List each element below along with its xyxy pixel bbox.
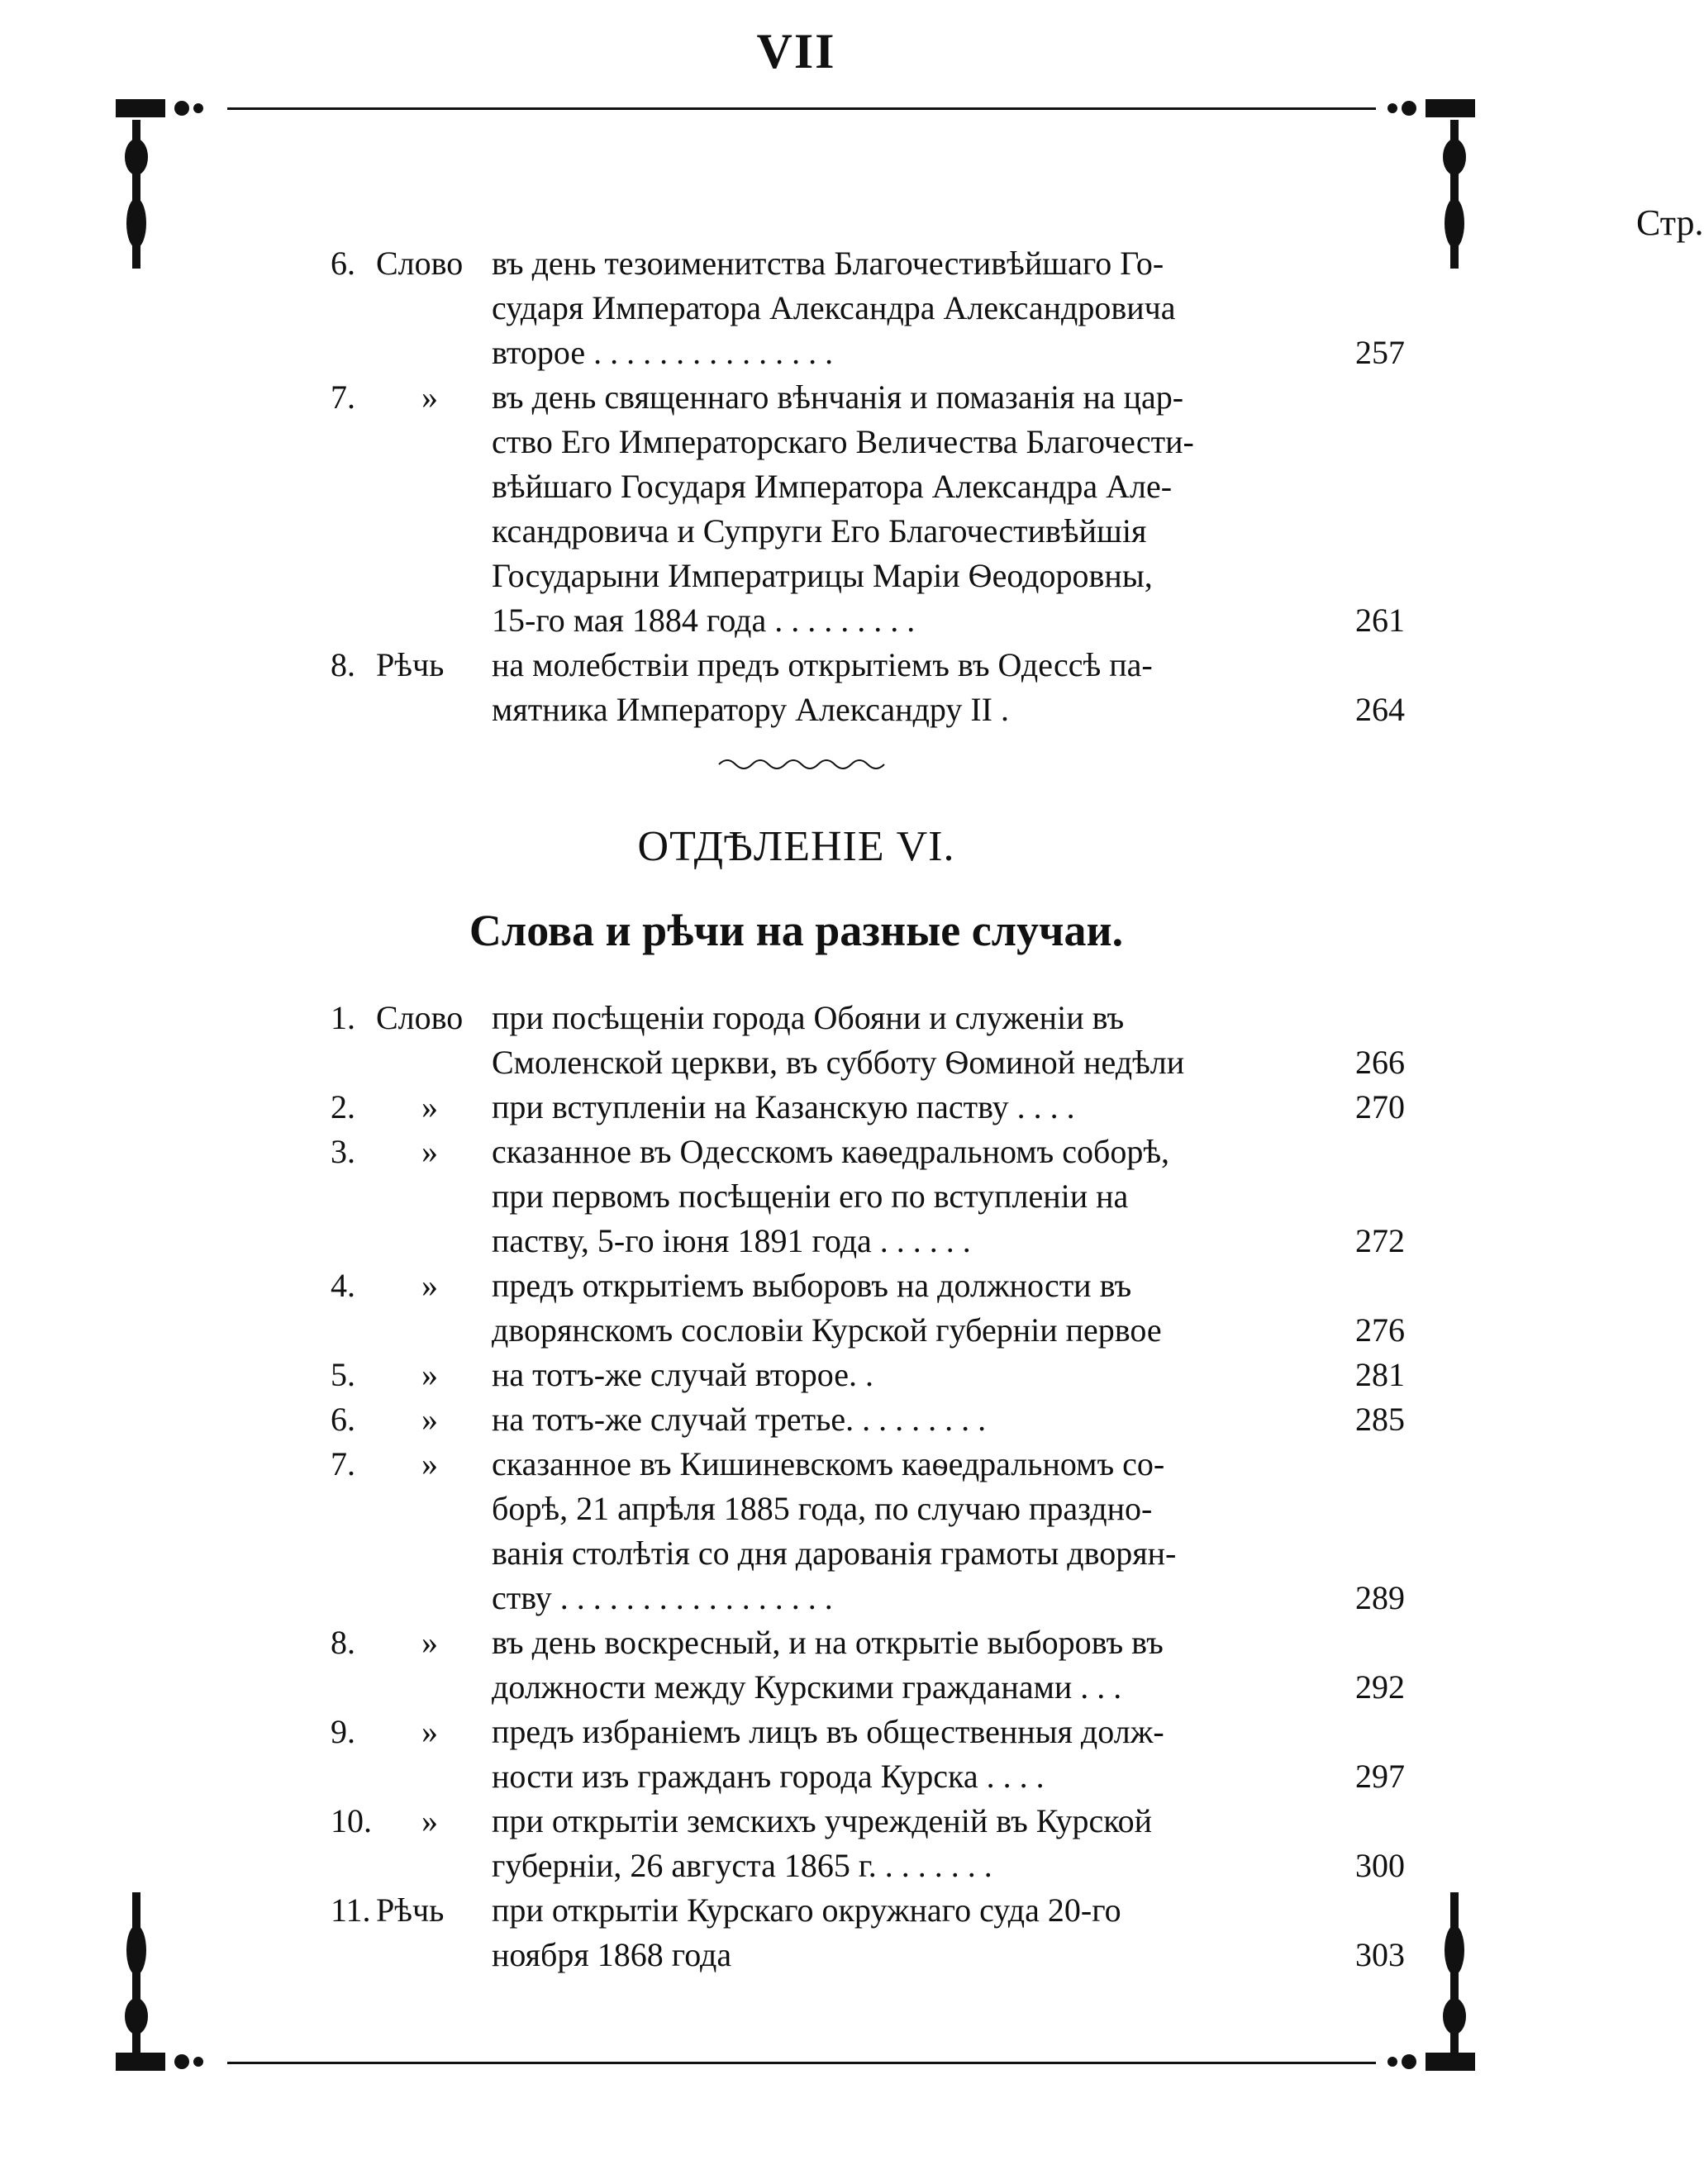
entry-title-line: паству, 5-го іюня 1891 года . . . . . . xyxy=(492,1222,971,1259)
entry-title-line: при открытіи земскихъ учрежденій въ Курской xyxy=(492,1802,1153,1839)
entry-title xyxy=(492,1710,1302,1799)
ornament-corner-bottom-left-icon xyxy=(116,1876,215,2091)
ditto-mark: » xyxy=(421,378,438,416)
section-title: ОТДѢЛЕНІЕ VI. xyxy=(637,823,955,870)
entry-page-number: 264 xyxy=(1355,691,1405,728)
entry-title-line: должности между Курскими гражданами . . . xyxy=(492,1668,1122,1706)
ditto-mark: » xyxy=(421,1624,438,1661)
entry-title-line: ству . . . . . . . . . . . . . . . . . xyxy=(492,1579,833,1616)
entry-title-line: мятника Императору Александру II . xyxy=(492,691,1009,728)
entry-page-number: 303 xyxy=(1355,1936,1405,1973)
entry-title-line: при вступленіи на Казанскую паству . . . . xyxy=(492,1088,1075,1125)
entry-title xyxy=(492,1130,1302,1263)
wavy-divider-icon xyxy=(719,756,884,773)
entry-title-line: Смоленской церкви, въ субботу Ѳоминой недѣли xyxy=(492,1044,1185,1081)
entry-number: 4. xyxy=(331,1267,355,1304)
entry-title-line: въ день священнаго вѣнчанія и помазанія на цар- xyxy=(492,378,1184,416)
ditto-mark: » xyxy=(421,1401,438,1438)
entry-title xyxy=(492,1888,1302,1977)
entry-number: 5. xyxy=(331,1356,355,1393)
entry-page-number: 266 xyxy=(1355,1044,1405,1081)
entry-title xyxy=(492,1620,1302,1710)
entry-title-line: ности изъ гражданъ города Курска . . . . xyxy=(492,1758,1045,1795)
entry-page-number: 285 xyxy=(1355,1401,1405,1438)
entry-number: 8. xyxy=(331,646,355,683)
entry-number: 11. xyxy=(331,1891,371,1929)
entry-title xyxy=(492,996,1302,1085)
entry-title xyxy=(492,1442,1302,1620)
entry-title-line: на молебствіи предъ открытіемъ въ Одессѣ па- xyxy=(492,646,1153,683)
entry-page-number: 270 xyxy=(1355,1088,1405,1125)
entry-page-number: 300 xyxy=(1355,1847,1405,1884)
entry-number: 6. xyxy=(331,1401,355,1438)
entry-lead-word: Рѣчь xyxy=(376,646,445,683)
entry-title-line: на тотъ-же случай третье. . . . . . . . . xyxy=(492,1401,987,1438)
entry-title-line: при посѣщеніи города Обояни и служеніи въ xyxy=(492,999,1125,1036)
entry-title xyxy=(492,1353,1302,1397)
entry-number: 7. xyxy=(331,378,355,416)
entry-title-line: предъ открытіемъ выборовъ на должности въ xyxy=(492,1267,1132,1304)
entry-number: 2. xyxy=(331,1088,355,1125)
page-number: VII xyxy=(756,24,836,79)
entry-title xyxy=(492,375,1302,643)
entry-lead-word: Слово xyxy=(376,999,464,1036)
entry-title-line: на тотъ-же случай второе. . xyxy=(492,1356,874,1393)
entry-title-line: въ день воскресный, и на открытіе выборовъ въ xyxy=(492,1624,1164,1661)
entry-title-line: сказанное въ Кишиневскомъ каѳедральномъ со- xyxy=(492,1445,1165,1482)
entry-number: 3. xyxy=(331,1133,355,1170)
entry-title-line: въ день тезоименитства Благочестивѣйшаго Го- xyxy=(492,245,1164,282)
ditto-mark: » xyxy=(421,1802,438,1839)
entry-title xyxy=(492,241,1302,375)
entry-number: 10. xyxy=(331,1802,372,1839)
entry-title-line: сударя Императора Александра Александровича xyxy=(492,289,1176,326)
ornament-corner-top-right-icon xyxy=(1376,83,1475,297)
entry-title-line: губерніи, 26 августа 1865 г. . . . . . . . xyxy=(492,1847,992,1884)
entry-title-line: дворянскомъ сословіи Курской губерніи первое xyxy=(492,1311,1162,1349)
entry-title-line: предъ избраніемъ лицъ въ общественныя долж- xyxy=(492,1713,1164,1750)
ornament-corner-top-left-icon xyxy=(116,83,215,297)
entry-number: 7. xyxy=(331,1445,355,1482)
entry-title-line: ство Его Императорскаго Величества Благочести- xyxy=(492,423,1194,460)
entry-page-number: 272 xyxy=(1355,1222,1405,1259)
ditto-mark: » xyxy=(421,1133,438,1170)
entry-page-number: 289 xyxy=(1355,1579,1405,1616)
entry-title-line: вѣйшаго Государя Императора Александра Але- xyxy=(492,468,1173,505)
entry-page-number: 257 xyxy=(1355,334,1405,371)
entry-number: 9. xyxy=(331,1713,355,1750)
entry-number: 1. xyxy=(331,999,355,1036)
ditto-mark: » xyxy=(421,1356,438,1393)
entry-title-line: ксандровича и Супруги Его Благочестивѣйшія xyxy=(492,512,1147,550)
entry-title xyxy=(492,1799,1302,1888)
ditto-mark: » xyxy=(421,1713,438,1750)
ornament-corner-bottom-right-icon xyxy=(1376,1876,1475,2091)
entry-title-line: борѣ, 21 апрѣля 1885 года, по случаю праздно- xyxy=(492,1490,1153,1527)
entry-title-line: при первомъ посѣщеніи его по вступленіи на xyxy=(492,1178,1129,1215)
entry-page-number: 297 xyxy=(1355,1758,1405,1795)
entry-number: 6. xyxy=(331,245,355,282)
entry-page-number: 276 xyxy=(1355,1311,1405,1349)
entry-page-number: 261 xyxy=(1355,602,1405,639)
entry-title-line: ванія столѣтія со дня дарованія грамоты дворян- xyxy=(492,1535,1177,1572)
page-column-label: Стр. xyxy=(1636,202,1704,243)
entry-number: 8. xyxy=(331,1624,355,1661)
entry-title xyxy=(492,1085,1302,1130)
entry-title-line: ноября 1868 года xyxy=(492,1936,732,1973)
section-subtitle: Слова и рѣчи на разные случаи. xyxy=(469,906,1124,955)
ditto-mark: » xyxy=(421,1267,438,1304)
entry-lead-word: Рѣчь xyxy=(376,1891,445,1929)
ditto-mark: » xyxy=(421,1088,438,1125)
entry-title-line: сказанное въ Одесскомъ каѳедральномъ соборѣ, xyxy=(492,1133,1170,1170)
frame-top-rule xyxy=(227,107,1376,110)
entry-title-line: при открытіи Курскаго окружнаго суда 20-го xyxy=(492,1891,1121,1929)
entry-title xyxy=(492,1263,1302,1353)
entry-page-number: 281 xyxy=(1355,1356,1405,1393)
entry-lead-word: Слово xyxy=(376,245,464,282)
entry-title-line: 15-го мая 1884 года . . . . . . . . . xyxy=(492,602,916,639)
entry-page-number: 292 xyxy=(1355,1668,1405,1706)
frame-bottom-rule xyxy=(227,2062,1376,2064)
entry-title-line: Государыни Императрицы Маріи Ѳеодоровны, xyxy=(492,557,1153,594)
entry-title xyxy=(492,1397,1302,1442)
entry-title-line: второе . . . . . . . . . . . . . . . xyxy=(492,334,834,371)
ditto-mark: » xyxy=(421,1445,438,1482)
entry-title xyxy=(492,643,1302,732)
